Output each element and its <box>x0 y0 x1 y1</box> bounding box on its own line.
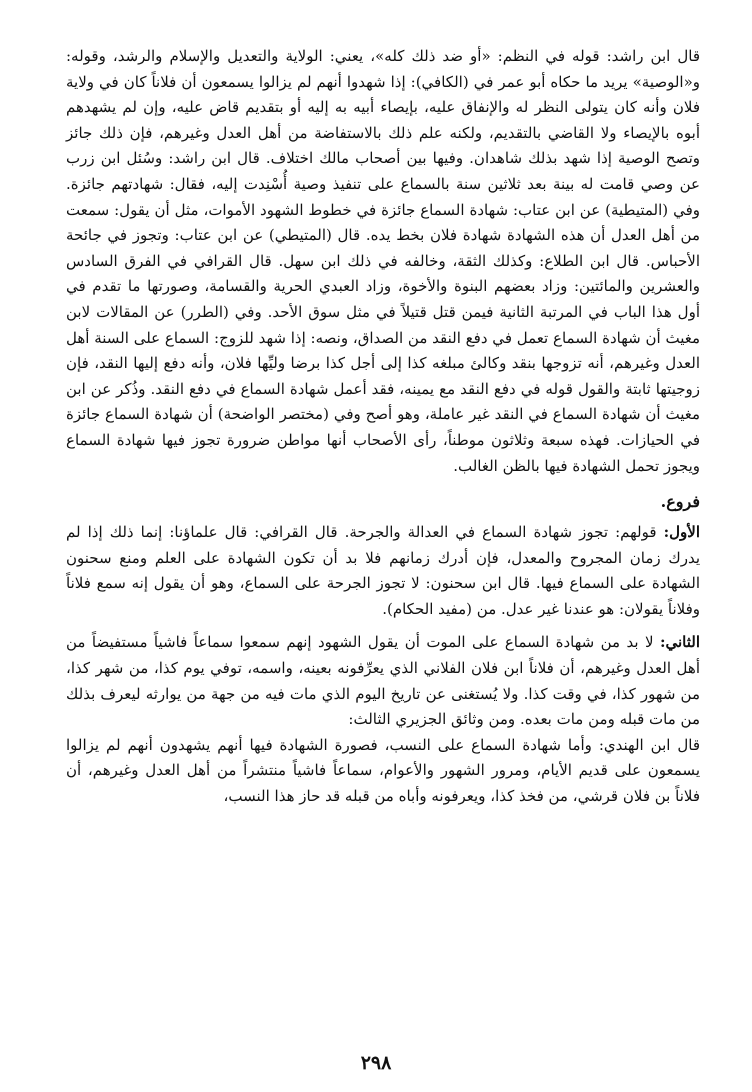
paragraph-second-branch-lead: الثاني: <box>659 633 700 652</box>
page-number: ٢٩٨ <box>360 1052 392 1074</box>
paragraph-first-branch <box>66 520 700 622</box>
paragraph-second-branch-text: لا بد من شهادة السماع على الموت أن يقول الشهود إنهم سمعوا سماعاً فاشياً مستفيضاً من أهل العدل وغيرهم، أن فلاناً ابن فلان الفلاني الذي يعرِّفونه بعينه، واسمه، توفي يوم كذا، من شهر كذا، من شهور كذا، في وقت كذا. ولا يُستغنى عن تاريخ اليوم الذي مات فيه من جهة من يوارثه ليعرف بذلك من مات قبله ومن مات بعده. ومن وثائق الجزيري الثالث: <box>66 633 700 729</box>
paragraph-spacer <box>66 622 700 630</box>
paragraph-first-branch-lead: الأول: <box>663 523 700 542</box>
page-body <box>66 44 700 810</box>
section-heading-furu: فروع. <box>660 492 700 512</box>
paragraph-first-branch-text: قولهم: تجوز شهادة السماع في العدالة والجرحة. قال القرافي: قال علماؤنا: إنما ذلك إذا لم يدرك زمان المجروح والمعدل، فإن أدرك زمانهم فلا بد أن تكون الشهادة على العلم ومنع سحنون الشهادة على السماع فيها. قال ابن سحنون: لا تجوز الجرحة على السماع، وهو أن يقول إنه سمع فلاناً وفلاناً يقولان: هو عندنا غير عدل. من (مفيد الحكام). <box>66 523 700 618</box>
paragraph-1: قال ابن راشد: قوله في النظم: «أو ضد ذلك كله»، يعني: الولاية والتعديل والإسلام والرشد، وقوله: و«الوصية» يريد ما حكاه أبو عمر في (الكافي): إذا شهدوا أنهم لم يزالوا يسمعون أن فلاناً كان في ولاية فلان وأنه كان يتولى النظر له والإنفاق عليه، بإيصاء أبيه به إليه أو بتقديم قاض عليه، وإن لم يشهدهم أبوه بالإيصاء ولا القاضي بالتقديم، ولكنه علم ذلك بالاستفاضة من أهل العدل وغيرهم، فإن ذلك جائز وتصح الوصية إذا شهد بذلك شاهدان. وفيها بين أصحاب مالك اختلاف. قال ابن راشد: وسُئل ابن زرب عن وصي قامت له بينة بعد ثلاثين سنة بالسماع على تنفيذ وصية أُسْنِدت إليه، فقال: شهادتهم جائزة. وفي (المتيطية) عن ابن عتاب: شهادة السماع جائزة في خطوط الشهود الأموات، مثل أن يقول: سمعت من أهل العدل أن هذه الشهادة شهادة فلان بخط يده. قال (المتيطي) عن ابن عتاب: وتجوز في جائحة الأحباس. قال ابن الطلاع: وكذلك الثقة، وخالفه في ذلك ابن سهل. قال القرافي في الفرق السادس والعشرين والمائتين: وزاد بعضهم البنوة والأخوة، وزاد العبدي الحرية والقسامة، وصورتها ما تقدم في أول هذا الباب في المرتبة الثانية فيمن قتل قتيلاً في مثل سوق الأحد. وفي (الطرر) عن المقالات لابن مغيث أن شهادة السماع تعمل في دفع النقد من الصداق، ونصه: إذا شهد للزوج: السماع على السنة أهل العدل وغيرهم، أنه تزوجها بنقد وكالئ مبلغه كذا إلى أجل كذا برضا وليِّها فلان، وأنه دفع إليها النقد، فإن زوجيتها ثابتة والقول قوله في دفع النقد مع يمينه، فقد أعمل شهادة السماع في دفع النقد. وذُكر عن ابن مغيث أن شهادة السماع في النقد غير عاملة، وهو أصح وفي (مختصر الواضحة) أن شهادة السماع جائزة في الحيازات. فهذه سبعة وثلاثون موطناً، رأى الأصحاب أنها مواطن ضرورة تجوز فيها شهادة السماع ويجوز تحمل الشهادة فيها بالظن الغالب. <box>66 47 700 475</box>
paragraph-ibn-alhindi: قال ابن الهندي: وأما شهادة السماع على النسب، فصورة الشهادة فيها أنهم يشهدون أنهم لم يزالوا يسمعون على قديم الأيام، ومرور الشهور والأعوام، سماعاً فاشياً منتشراً من أهل العدل وغيرهم، أن فلاناً بن فلان قرشي، من فخذ كذا، ويعرفونه وأباه من قبله قد حاز هذا النسب، <box>66 735 700 806</box>
paragraph-second-branch <box>66 630 700 732</box>
